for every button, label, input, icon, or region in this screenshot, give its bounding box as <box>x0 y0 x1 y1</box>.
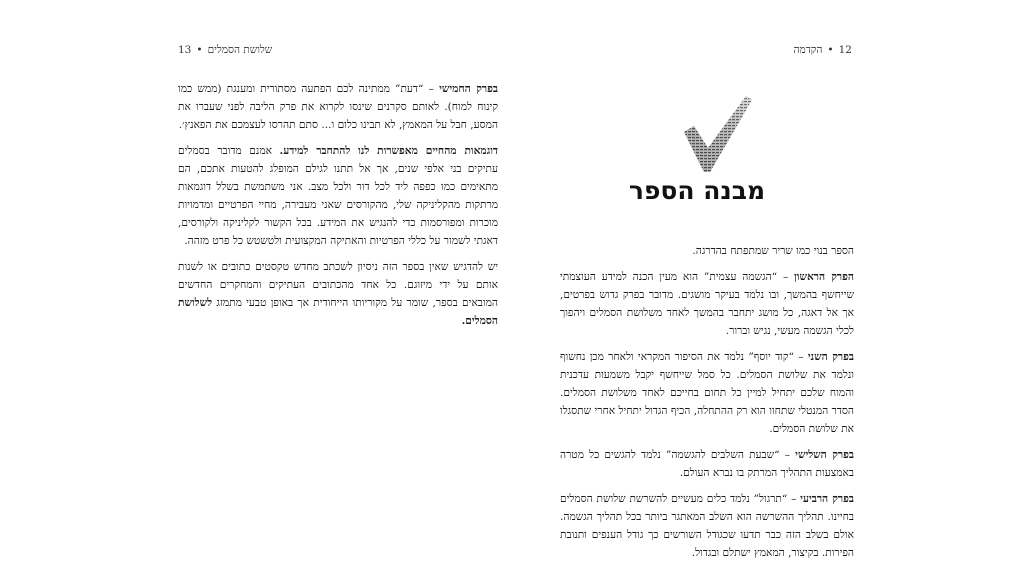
paragraph-tail-bold: לשלושת הסמלים. <box>178 297 498 327</box>
paragraph-text: – “דעת” ממתינה לכם הפתעה מסתורית ומענגת (ממש כמו קינוח למוח). לאותם סקרנים שינסו לקרוא את פרק הליבה לפני שעברו את המסע, חבל על המאמץ, לא תבינו כלום ו... סתם תהרסו לעצמכם את הפאנץ׳. <box>178 83 498 131</box>
paragraph-lead: הפרק הראשון <box>794 271 854 283</box>
header-separator: • <box>196 44 203 56</box>
paragraph-lead: דוגמאות מהחיים מאפשרות לנו להתחבר למידע. <box>279 145 499 157</box>
right-page-header <box>793 44 852 56</box>
paragraph <box>560 242 854 260</box>
paragraph-lead: בפרק הרביעי <box>800 493 854 505</box>
running-title: הקדמה <box>793 44 823 56</box>
paragraph <box>560 348 854 438</box>
paragraph-lead: בפרק החמישי <box>439 83 498 95</box>
paragraph <box>178 258 498 330</box>
paragraph-text: יש להדגיש שאין בספר הזה ניסיון לשכתב מחדש טקסטים כתובים או לשנות אותם על ידי מיזוגם. כל אחד מהכתובים העתיקים והמחקרים החדשים המובאים בספר, שומר על מקוריותו הייחודית אך באופן טבעי מתמזג <box>178 261 498 309</box>
header-separator: • <box>827 44 834 56</box>
paragraph-text: – “קוד יוסף” נלמד את הסיפור המקראי ולאחר מכן נחשוף ונלמד את שלושת הסמלים. כל סמל שייחשף יקבל משמעות עדכנית והמוח שלכם יתחיל למיין כל תחום בחייכם לאחד משלושת הסמלים. הסדר המנטלי שתחוו הוא רק ההתחלה, הכיף הגדול יתחיל אחרי שתסגלו את שלושת הסמלים. <box>560 351 854 435</box>
paragraph-text: – “שבעת השלבים להגשמה” נלמד להגשים כל מטרה באמצעות התהליך המרתק בו נברא העולם. <box>560 449 854 479</box>
page-number: 12 <box>838 44 852 56</box>
page-number: 13 <box>178 44 192 56</box>
checkmark-icon <box>680 92 754 178</box>
running-title: שלושת הסמלים <box>207 44 273 56</box>
paragraph-lead: בפרק השלישי <box>795 449 854 461</box>
paragraph-lead: בפרק השני <box>807 351 855 363</box>
paragraph <box>560 446 854 482</box>
paragraph-text: – “הגשמה עצמית” הוא מעין הכנה למידע העוצמתי שייחשף בהמשך, ובו נלמד בעיקר מושגים. מדובר בפרק גדוש בפרטים, אך אל דאגה, כל מושג יתחבר בהמשך לאחד משלושת הסמלים ויהפוך לכלי הגשמה מעשי, נגיש וברור. <box>560 271 854 337</box>
paragraph <box>178 142 498 250</box>
left-page-header <box>178 44 272 56</box>
checkmark-graphic <box>680 92 754 178</box>
chapter-title: מבנה הספר <box>628 176 766 205</box>
paragraph-text: הספר בנוי כמו שריר שמתפתח בהדרגה. <box>692 245 854 257</box>
paragraph <box>178 80 498 134</box>
right-text-column <box>560 242 854 570</box>
right-page <box>512 0 1024 576</box>
left-text-column <box>178 80 498 338</box>
paragraph <box>560 490 854 562</box>
paragraph-text: – “תרגול” נלמד כלים מעשיים להשרשת שלושת הסמלים בחיינו. תהליך ההשרשה הוא השלב המאתגר ביותר בכל תהליך הגשמה. אולם בשלב הזה כבר תדעו שכגודל השורשים כך גודל הענפים ותנובת הפירות. בקיצור, המאמץ ישתלם ובגדול. <box>560 493 854 559</box>
paragraph <box>560 268 854 340</box>
paragraph-text: אמנם מדובר בסמלים עתיקים בני אלפי שנים, אך אל תתנו לגילם המופלג להטעות אתכם, הם מתאימים כמו כפפה ליד לכל דור ולכל מצב. אני משתמשת בשלל דוגמאות מרתקות מהקליניקה שלי, מהקורסים שאני מעבירה, מחיי הפרטיים ומדמויות מוכרות ומפורסמות כדי להנגיש את המידע. בכל הקשור לקליניקה ולקורסים, דאגתי לשמור על כללי הפרטיות והאתיקה המקצועית ולטשטש כל פרט מזהה. <box>178 145 498 247</box>
